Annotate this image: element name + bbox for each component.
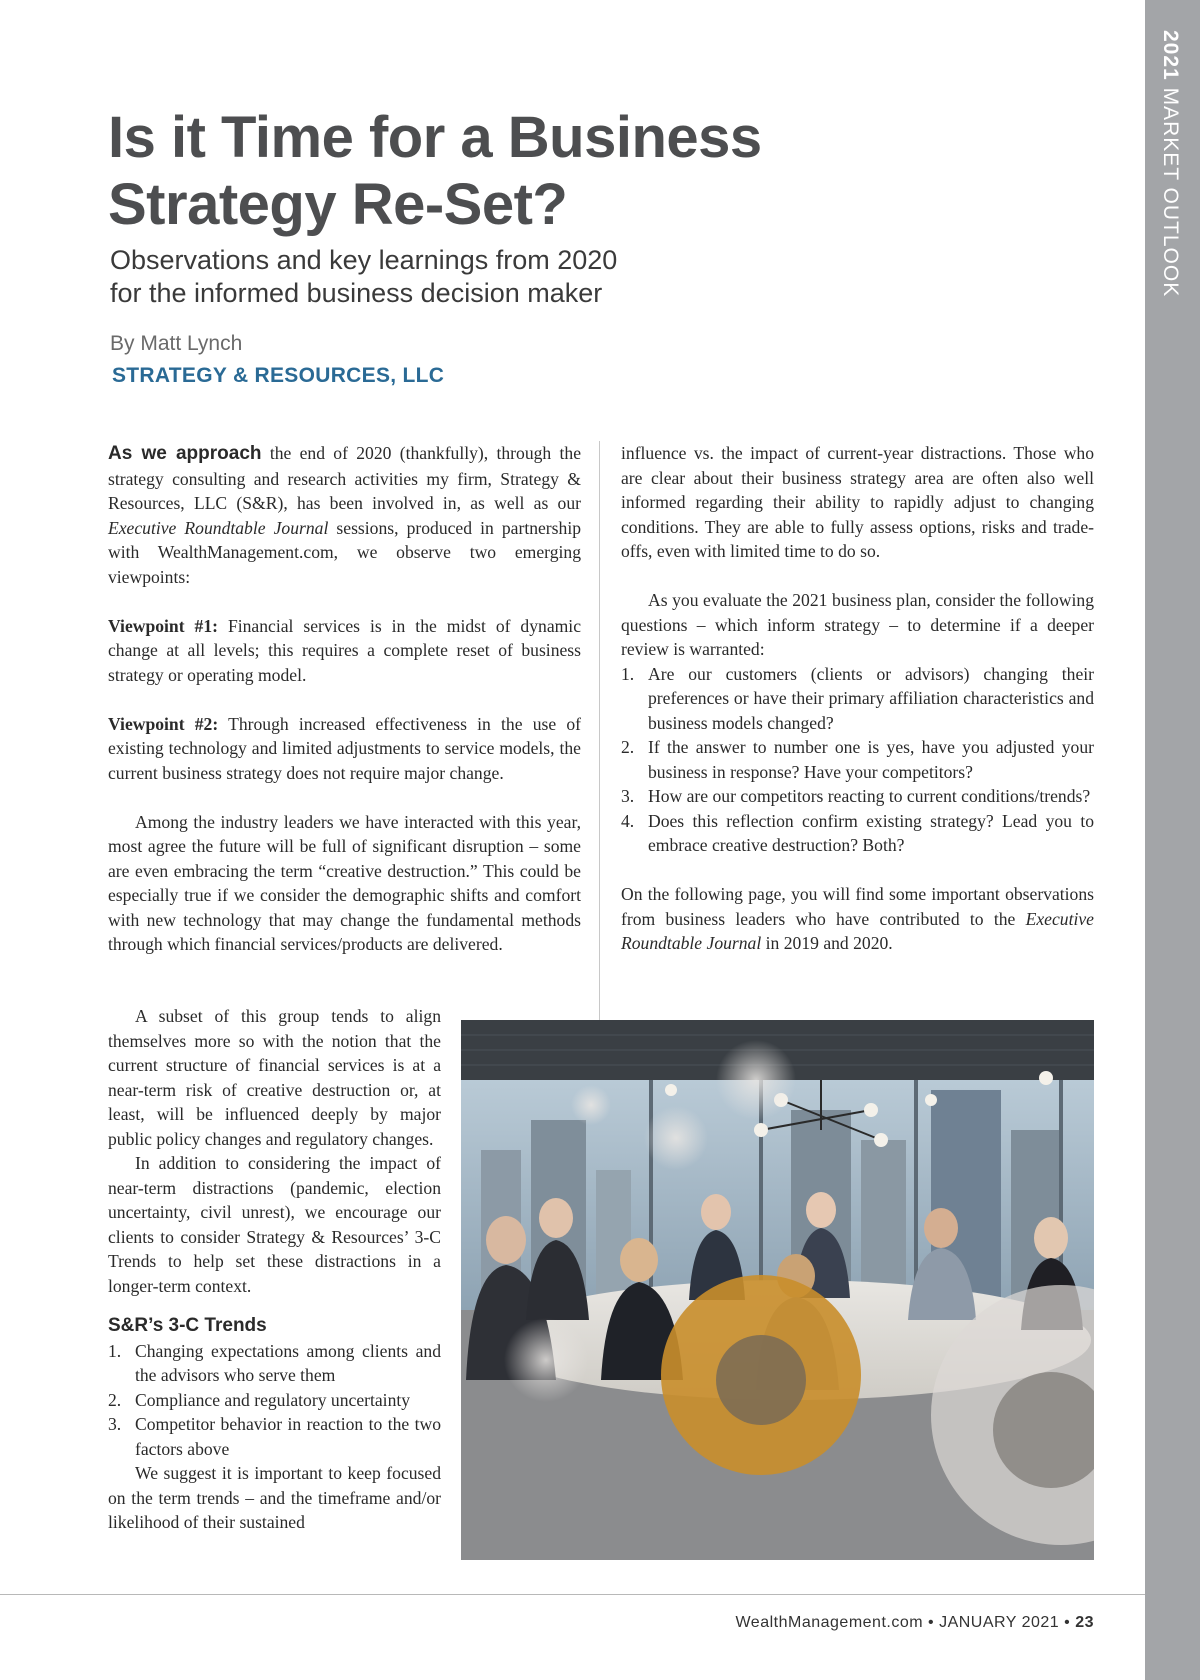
right-column xyxy=(621,441,1094,956)
left-narrow-column xyxy=(108,1004,441,1535)
questions-list xyxy=(621,662,1094,858)
subset-paragraph: A subset of this group tends to align themselves more so with the notion that the current structure of financial services is at a near-term risk of creative destruction or, at least, will be influenced deeply by major public policy changes and regulatory changes. xyxy=(108,1006,441,1149)
article-subtitle xyxy=(110,244,810,310)
byline: By Matt Lynch xyxy=(110,332,243,355)
footer-site: WealthManagement.com xyxy=(735,1614,924,1631)
list-item: 3. How are our competitors reacting to current conditions/trends? xyxy=(621,786,1091,806)
list-item: 1. Changing expectations among clients and the advisors who serve them xyxy=(108,1340,441,1385)
following-page-paragraph: On the following page, you will find some important observations from business leaders who have contributed to the Executive Roundtable Journal in 2019 and 2020. xyxy=(621,884,1094,953)
intro-paragraph: As we approach the end of 2020 (thankfully), through the strategy consulting and research activities my firm, Strategy & Resources, LLC (S&R), has been involved in, as well as our Executive Roundtable Journal sessions, produced in partnership with WealthManagement.com, we observe two emerging viewpoints: xyxy=(108,443,581,587)
title-line-2: Strategy Re-Set? xyxy=(108,172,568,237)
meeting-photo xyxy=(461,1020,1094,1560)
lead-in: As we approach xyxy=(108,443,262,464)
list-item: 2. Compliance and regulatory uncertainty xyxy=(108,1389,411,1410)
column-divider xyxy=(599,441,600,1021)
trends-heading: S&R’s 3-C Trends xyxy=(108,1315,267,1336)
list-item: 4. Does this reflection confirm existing strategy? Lead you to embrace creative destruction? Both? xyxy=(621,810,1094,855)
viewpoint-2: Viewpoint #2: Through increased effectiveness in the use of existing technology and limited adjustments to service models, the current business strategy does not require major change. xyxy=(108,713,582,783)
page-number: 23 xyxy=(1075,1614,1094,1631)
footer-rule xyxy=(0,1594,1145,1595)
footer-date: JANUARY 2021 xyxy=(939,1614,1060,1631)
section-label: 2021 MARKET OUTLOOK xyxy=(1159,30,1182,298)
page-footer: WealthManagement.com • JANUARY 2021 • 23 xyxy=(735,1614,1094,1631)
list-item: 3. Competitor behavior in reaction to the two factors above xyxy=(108,1414,441,1459)
distractions-paragraph: In addition to considering the impact of near-term distractions (pandemic, election uncertainty, civil unrest), we encourage our clients to consider Strategy & Resources’ 3-C Trends to help set these distractions in a longer-term context. xyxy=(108,1153,441,1296)
evaluate-paragraph: As you evaluate the 2021 business plan, consider the following questions – which inform strategy – to determine if a deeper review is warranted: xyxy=(621,590,1094,659)
viewpoint-1: Viewpoint #1: Financial services is in the midst of dynamic change at all levels; this requires a complete reset of business strategy or operating model. xyxy=(108,615,582,685)
trends-list xyxy=(108,1339,441,1462)
title-line-1: Is it Time for a Business xyxy=(108,105,762,170)
industry-leaders-paragraph: Among the industry leaders we have interacted with this year, most agree the future will be full of significant disruption – some are even embracing the term “creative destruction.” This could be especially true if we consider the demographic shifts and comfort with new technology that may change the fundamental methods through which financial services/products are delivered. xyxy=(108,811,581,954)
continued-paragraph: influence vs. the impact of current-year distractions. Those who are clear about their business strategy area are often also well informed regarding their ability to rapidly adjust to changing conditions. They are able to fully assess options, risks and trade-offs, even with limited time to do so. xyxy=(621,443,1094,561)
list-item: 2. If the answer to number one is yes, have you adjusted your business in response? Have your competitors? xyxy=(621,737,1094,782)
subtitle-line-2: for the informed business decision maker xyxy=(110,278,603,308)
author-company: STRATEGY & RESOURCES, LLC xyxy=(112,364,445,387)
journal-title: Executive Roundtable Journal xyxy=(108,517,329,538)
article-title xyxy=(108,104,868,238)
meeting-illustration xyxy=(461,1020,1094,1560)
subtitle-line-1: Observations and key learnings from 2020 xyxy=(110,245,618,275)
list-item: 1. Are our customers (clients or advisors) changing their preferences or have their primary affiliation characteristics and business models changed? xyxy=(621,663,1094,733)
left-column xyxy=(108,441,581,957)
journal-title: Executive Roundtable Journal xyxy=(621,908,1094,953)
suggest-paragraph: We suggest it is important to keep focused on the term trends – and the timeframe and/or likelihood of their sustained xyxy=(108,1463,441,1532)
